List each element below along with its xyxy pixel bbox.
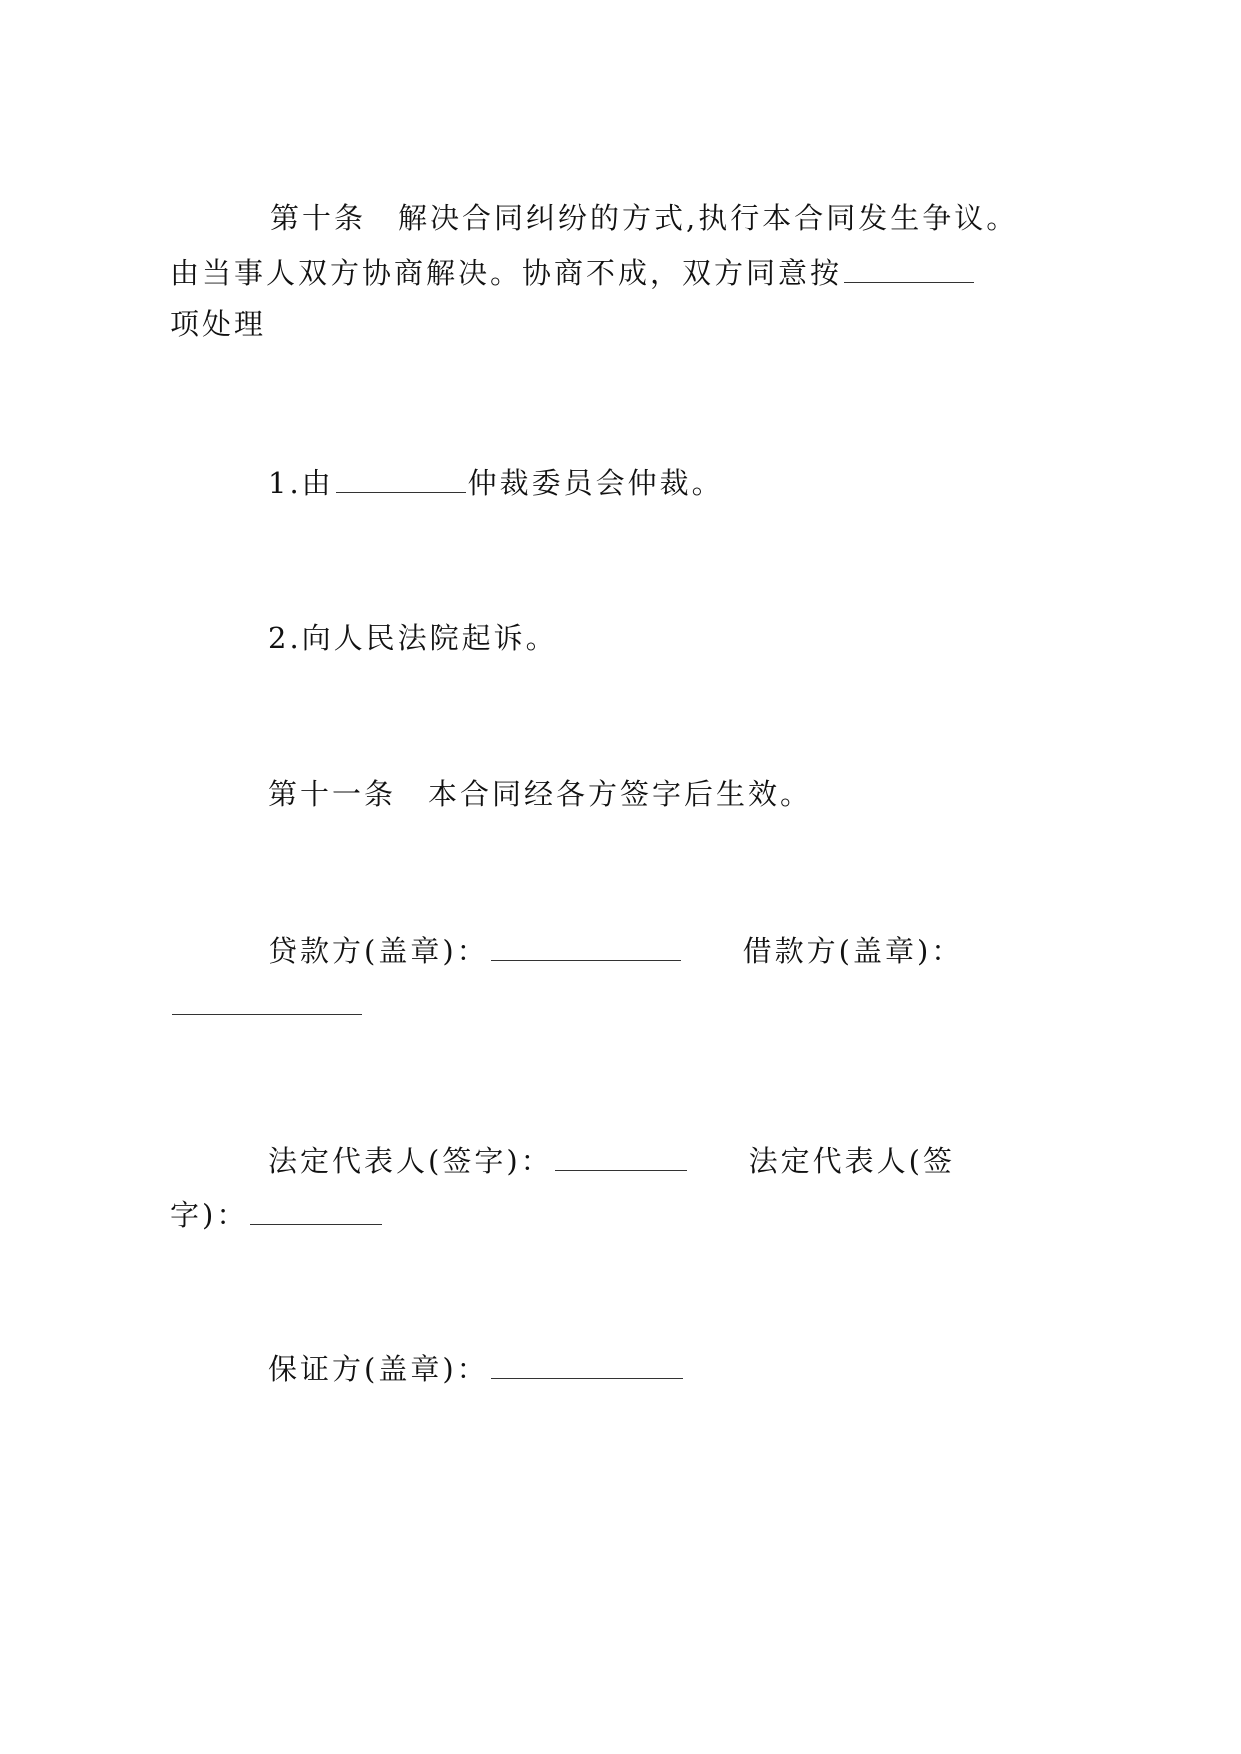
borrower-label: 借款方(盖章)： — [742, 934, 964, 968]
lender-legal-rep-blank[interactable] — [555, 1140, 687, 1171]
borrower-legal-rep-label-part1: 法定代表人(签 — [748, 1144, 955, 1178]
borrower-legal-rep-label-part2: 字)： — [170, 1198, 249, 1232]
article-10-line-1: 第十条 解决合同纠纷的方式,执行本合同发生争议。 — [270, 201, 1019, 235]
option-1-prefix: 1.由 — [268, 466, 334, 500]
legal-rep-line — [268, 1140, 955, 1181]
guarantor-seal-blank[interactable] — [491, 1348, 683, 1379]
article-10-line-2-text: 由当事人双方协商解决。协商不成，双方同意按 — [170, 256, 843, 290]
option-1-line — [268, 462, 724, 503]
article-10-line-2 — [170, 252, 976, 293]
lender-label: 贷款方(盖章)： — [268, 934, 489, 968]
article-11-line: 第十一条 本合同经各方签字后生效。 — [268, 777, 813, 811]
legal-rep-line-2 — [170, 1194, 384, 1235]
arbitration-committee-blank[interactable] — [336, 462, 466, 493]
lender-legal-rep-label: 法定代表人(签字)： — [268, 1144, 553, 1178]
borrower-blank-line — [170, 984, 364, 1025]
guarantor-label: 保证方(盖章)： — [268, 1352, 489, 1386]
lender-seal-blank[interactable] — [491, 930, 681, 961]
dispute-option-blank[interactable] — [844, 252, 974, 283]
guarantor-line — [268, 1348, 685, 1389]
borrower-seal-blank[interactable] — [172, 984, 362, 1015]
borrower-legal-rep-blank[interactable] — [250, 1194, 382, 1225]
option-2-line: 2.向人民法院起诉。 — [268, 621, 558, 655]
option-1-suffix: 仲裁委员会仲裁。 — [467, 466, 724, 500]
lender-line — [268, 930, 963, 971]
article-10-line-3: 项处理 — [170, 307, 267, 341]
